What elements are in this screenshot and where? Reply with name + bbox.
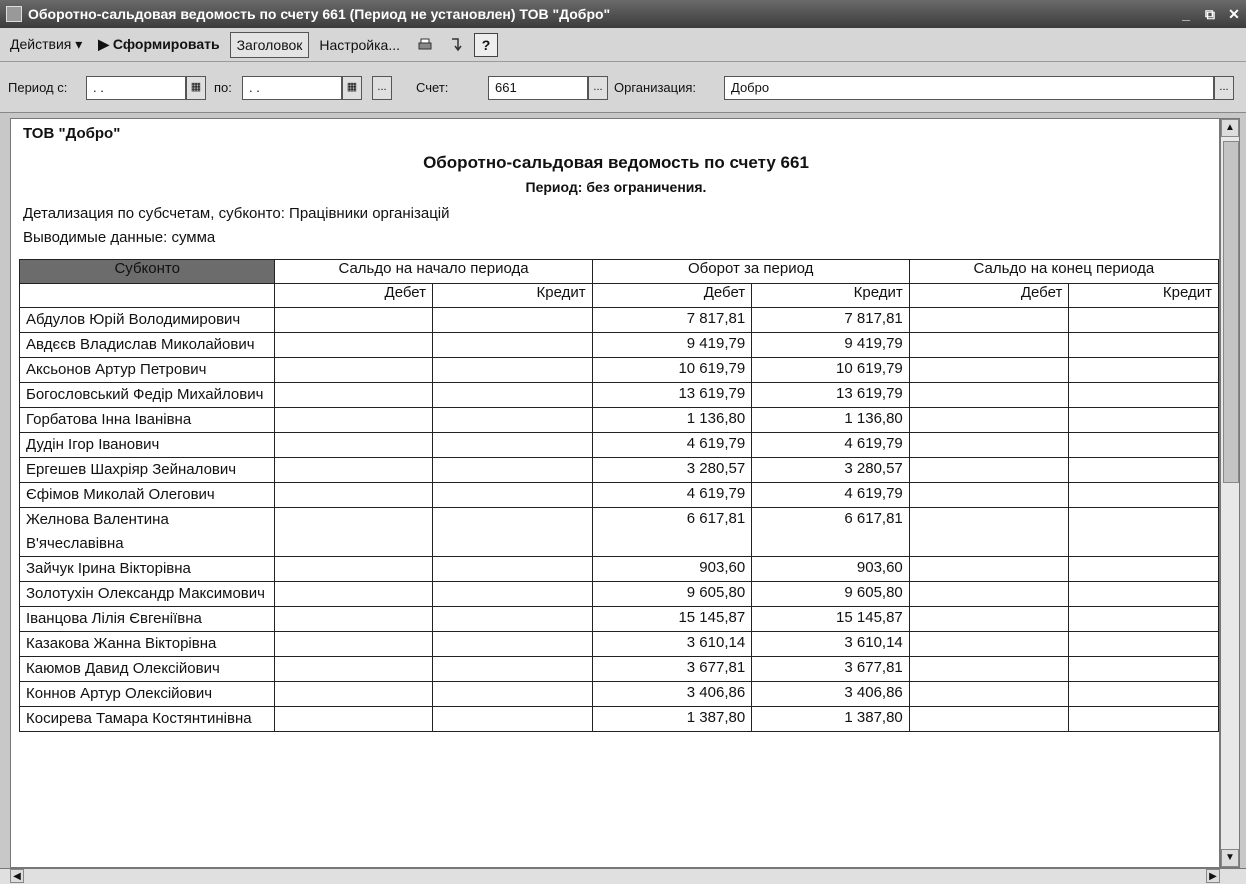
minimize-icon[interactable]: _ — [1182, 6, 1190, 22]
organization-label: Организация: — [614, 80, 697, 95]
closing-credit-cell — [1069, 682, 1219, 707]
opening-debit-cell — [275, 682, 433, 707]
scroll-right-icon[interactable]: ▶ — [1206, 869, 1220, 883]
generate-button[interactable] — [92, 32, 225, 57]
scroll-up-icon[interactable]: ▲ — [1221, 119, 1239, 137]
closing-debit-cell — [909, 308, 1069, 333]
header-closing-balance: Сальдо на конец периода — [909, 260, 1218, 284]
turnover-credit-cell: 6 617,81 — [752, 508, 910, 557]
closing-credit-cell — [1069, 582, 1219, 607]
closing-debit-cell — [909, 557, 1069, 582]
turnover-debit-cell: 10 619,79 — [592, 358, 752, 383]
opening-credit-cell — [433, 358, 593, 383]
header-opening-debit: Дебет — [275, 284, 433, 308]
employee-name: Абдулов Юрій Володимирович — [20, 308, 275, 333]
table-row[interactable] — [20, 682, 1219, 707]
scroll-down-icon[interactable]: ▼ — [1221, 849, 1239, 867]
opening-credit-cell — [433, 657, 593, 682]
restore-icon[interactable]: ⧉ — [1205, 5, 1215, 22]
opening-debit-cell — [275, 358, 433, 383]
filter-bar — [0, 62, 1246, 113]
table-row[interactable] — [20, 433, 1219, 458]
opening-debit-cell — [275, 458, 433, 483]
help-icon[interactable]: ? — [474, 33, 498, 57]
closing-debit-cell — [909, 707, 1069, 732]
report-detail: Детализация по субсчетам, субконто: Працівники організацій — [23, 205, 450, 222]
employee-name: Горбатова Інна Іванівна — [20, 408, 275, 433]
closing-credit-cell — [1069, 607, 1219, 632]
opening-credit-cell — [433, 308, 593, 333]
turnover-debit-cell: 3 280,57 — [592, 458, 752, 483]
period-to-field[interactable]: . . — [242, 76, 342, 100]
table-row[interactable] — [20, 707, 1219, 732]
account-select-button[interactable]: ... — [588, 76, 608, 100]
closing-credit-cell — [1069, 433, 1219, 458]
close-icon[interactable]: ✕ — [1228, 5, 1240, 22]
report-sheet — [10, 118, 1220, 868]
turnover-credit-cell: 903,60 — [752, 557, 910, 582]
opening-debit-cell — [275, 607, 433, 632]
closing-debit-cell — [909, 508, 1069, 557]
table-row[interactable] — [20, 358, 1219, 383]
opening-debit-cell — [275, 333, 433, 358]
opening-debit-cell — [275, 557, 433, 582]
opening-credit-cell — [433, 433, 593, 458]
turnover-credit-cell: 3 610,14 — [752, 632, 910, 657]
period-from-label: Период с: — [8, 80, 68, 95]
generate-label: Сформировать — [112, 36, 220, 52]
turnover-credit-cell: 7 817,81 — [752, 308, 910, 333]
turnover-debit-cell: 15 145,87 — [592, 607, 752, 632]
opening-credit-cell — [433, 682, 593, 707]
organization-select-button[interactable]: ... — [1214, 76, 1234, 100]
header-turnover: Оборот за период — [592, 260, 909, 284]
closing-credit-cell — [1069, 408, 1219, 433]
opening-credit-cell — [433, 458, 593, 483]
turnover-debit-cell: 9 605,80 — [592, 582, 752, 607]
employee-name: Зайчук Ірина Вікторівна — [20, 557, 275, 582]
opening-debit-cell — [275, 483, 433, 508]
turnover-credit-cell: 1 136,80 — [752, 408, 910, 433]
report-table — [19, 259, 1219, 732]
table-row[interactable] — [20, 333, 1219, 358]
print-icon[interactable] — [414, 34, 436, 56]
employee-name: Казакова Жанна Вікторівна — [20, 632, 275, 657]
turnover-credit-cell: 1 387,80 — [752, 707, 910, 732]
employee-name: Желнова Валентина В'ячеславівна — [20, 508, 275, 557]
employee-name: Аксьонов Артур Петрович — [20, 358, 275, 383]
turnover-credit-cell: 3 677,81 — [752, 657, 910, 682]
scroll-thumb[interactable] — [1223, 141, 1239, 483]
closing-debit-cell — [909, 333, 1069, 358]
table-row[interactable] — [20, 483, 1219, 508]
employee-name: Каюмов Давид Олексійович — [20, 657, 275, 682]
turnover-credit-cell: 15 145,87 — [752, 607, 910, 632]
turnover-credit-cell: 3 406,86 — [752, 682, 910, 707]
opening-credit-cell — [433, 632, 593, 657]
closing-debit-cell — [909, 458, 1069, 483]
turnover-debit-cell: 1 136,80 — [592, 408, 752, 433]
calendar-icon[interactable]: ▦ — [186, 76, 206, 100]
employee-name: Коннов Артур Олексійович — [20, 682, 275, 707]
turnover-credit-cell: 9 605,80 — [752, 582, 910, 607]
header-blank — [20, 284, 275, 308]
closing-credit-cell — [1069, 458, 1219, 483]
header-turnover-debit: Дебет — [592, 284, 752, 308]
period-select-button[interactable]: ... — [372, 76, 392, 100]
header-closing-debit: Дебет — [909, 284, 1069, 308]
header-toggle-button[interactable]: Заголовок — [230, 32, 310, 58]
closing-credit-cell — [1069, 657, 1219, 682]
turnover-debit-cell: 1 387,80 — [592, 707, 752, 732]
employee-name: Золотухін Олександр Максимович — [20, 582, 275, 607]
closing-debit-cell — [909, 383, 1069, 408]
opening-debit-cell — [275, 582, 433, 607]
closing-credit-cell — [1069, 632, 1219, 657]
turnover-debit-cell: 13 619,79 — [592, 383, 752, 408]
closing-debit-cell — [909, 433, 1069, 458]
turnover-credit-cell: 4 619,79 — [752, 433, 910, 458]
opening-credit-cell — [433, 383, 593, 408]
table-row[interactable] — [20, 582, 1219, 607]
employee-name: Іванцова Лілія Євгеніївна — [20, 607, 275, 632]
opening-credit-cell — [433, 483, 593, 508]
closing-credit-cell — [1069, 557, 1219, 582]
turnover-debit-cell: 3 406,86 — [592, 682, 752, 707]
opening-credit-cell — [433, 408, 593, 433]
turnover-credit-cell: 9 419,79 — [752, 333, 910, 358]
period-from-field[interactable]: . . — [86, 76, 186, 100]
turnover-debit-cell: 9 419,79 — [592, 333, 752, 358]
closing-credit-cell — [1069, 707, 1219, 732]
closing-debit-cell — [909, 358, 1069, 383]
opening-debit-cell — [275, 383, 433, 408]
turnover-debit-cell: 3 677,81 — [592, 657, 752, 682]
employee-name: Косирева Тамара Костянтинівна — [20, 707, 275, 732]
opening-credit-cell — [433, 508, 593, 557]
closing-debit-cell — [909, 582, 1069, 607]
opening-credit-cell — [433, 607, 593, 632]
report-output: Выводимые данные: сумма — [23, 229, 216, 246]
opening-debit-cell — [275, 408, 433, 433]
table-row[interactable] — [20, 408, 1219, 433]
window-titlebar — [0, 0, 1246, 28]
opening-debit-cell — [275, 657, 433, 682]
toolbar — [0, 28, 1246, 62]
header-opening-credit: Кредит — [433, 284, 593, 308]
header-closing-credit: Кредит — [1069, 284, 1219, 308]
actions-menu[interactable]: Действия ▾ — [10, 36, 83, 52]
opening-credit-cell — [433, 557, 593, 582]
turnover-debit-cell: 3 610,14 — [592, 632, 752, 657]
scroll-left-icon[interactable]: ◀ — [10, 869, 24, 883]
expand-icon[interactable] — [444, 34, 466, 56]
closing-debit-cell — [909, 682, 1069, 707]
account-label: Счет: — [416, 80, 449, 95]
report-title: Оборотно-сальдовая ведомость по счету 661 — [423, 153, 809, 172]
turnover-debit-cell: 7 817,81 — [592, 308, 752, 333]
closing-credit-cell — [1069, 333, 1219, 358]
closing-debit-cell — [909, 483, 1069, 508]
organization-field[interactable]: Добро — [724, 76, 1214, 100]
report-organization: ТОВ "Добро" — [23, 125, 121, 142]
turnover-credit-cell: 10 619,79 — [752, 358, 910, 383]
closing-credit-cell — [1069, 308, 1219, 333]
employee-name: Єфімов Миколай Олегович — [20, 483, 275, 508]
turnover-credit-cell: 3 280,57 — [752, 458, 910, 483]
period-to-label: по: — [214, 80, 232, 95]
table-row[interactable] — [20, 657, 1219, 682]
table-row[interactable] — [20, 508, 1219, 557]
opening-debit-cell — [275, 707, 433, 732]
opening-debit-cell — [275, 632, 433, 657]
header-subconto[interactable]: Субконто — [20, 260, 275, 284]
employee-name: Дудін Ігор Іванович — [20, 433, 275, 458]
closing-debit-cell — [909, 408, 1069, 433]
table-row[interactable] — [20, 557, 1219, 582]
turnover-debit-cell: 6 617,81 — [592, 508, 752, 557]
settings-button[interactable]: Настройка... — [319, 36, 400, 53]
window-title: Оборотно-сальдовая ведомость по счету 661 (Период не установлен) ТОВ "Добро" — [28, 6, 611, 22]
vertical-scrollbar[interactable] — [1220, 118, 1240, 868]
opening-debit-cell — [275, 433, 433, 458]
turnover-credit-cell: 4 619,79 — [752, 483, 910, 508]
turnover-debit-cell: 4 619,79 — [592, 433, 752, 458]
account-field[interactable]: 661 — [488, 76, 588, 100]
header-opening-balance: Сальдо на начало периода — [275, 260, 592, 284]
table-row[interactable] — [20, 632, 1219, 657]
closing-debit-cell — [909, 607, 1069, 632]
closing-debit-cell — [909, 632, 1069, 657]
horizontal-scrollbar[interactable] — [0, 868, 1246, 884]
header-turnover-credit: Кредит — [752, 284, 910, 308]
turnover-debit-cell: 4 619,79 — [592, 483, 752, 508]
closing-credit-cell — [1069, 358, 1219, 383]
play-icon: ▶ — [98, 36, 113, 52]
report-table-body — [20, 308, 1219, 732]
closing-credit-cell — [1069, 483, 1219, 508]
opening-credit-cell — [433, 582, 593, 607]
app-icon — [6, 6, 22, 22]
opening-debit-cell — [275, 308, 433, 333]
closing-credit-cell — [1069, 508, 1219, 557]
opening-credit-cell — [433, 333, 593, 358]
table-row[interactable] — [20, 308, 1219, 333]
employee-name: Богословський Федір Михайлович — [20, 383, 275, 408]
turnover-debit-cell: 903,60 — [592, 557, 752, 582]
closing-debit-cell — [909, 657, 1069, 682]
opening-credit-cell — [433, 707, 593, 732]
calendar-icon[interactable]: ▦ — [342, 76, 362, 100]
opening-debit-cell — [275, 508, 433, 557]
employee-name: Авдєєв Владислав Миколайович — [20, 333, 275, 358]
table-row[interactable] — [20, 383, 1219, 408]
closing-credit-cell — [1069, 383, 1219, 408]
table-row[interactable] — [20, 607, 1219, 632]
table-row[interactable] — [20, 458, 1219, 483]
report-period: Период: без ограничения. — [525, 179, 707, 195]
employee-name: Ергешев Шахріяр Зейналович — [20, 458, 275, 483]
turnover-credit-cell: 13 619,79 — [752, 383, 910, 408]
